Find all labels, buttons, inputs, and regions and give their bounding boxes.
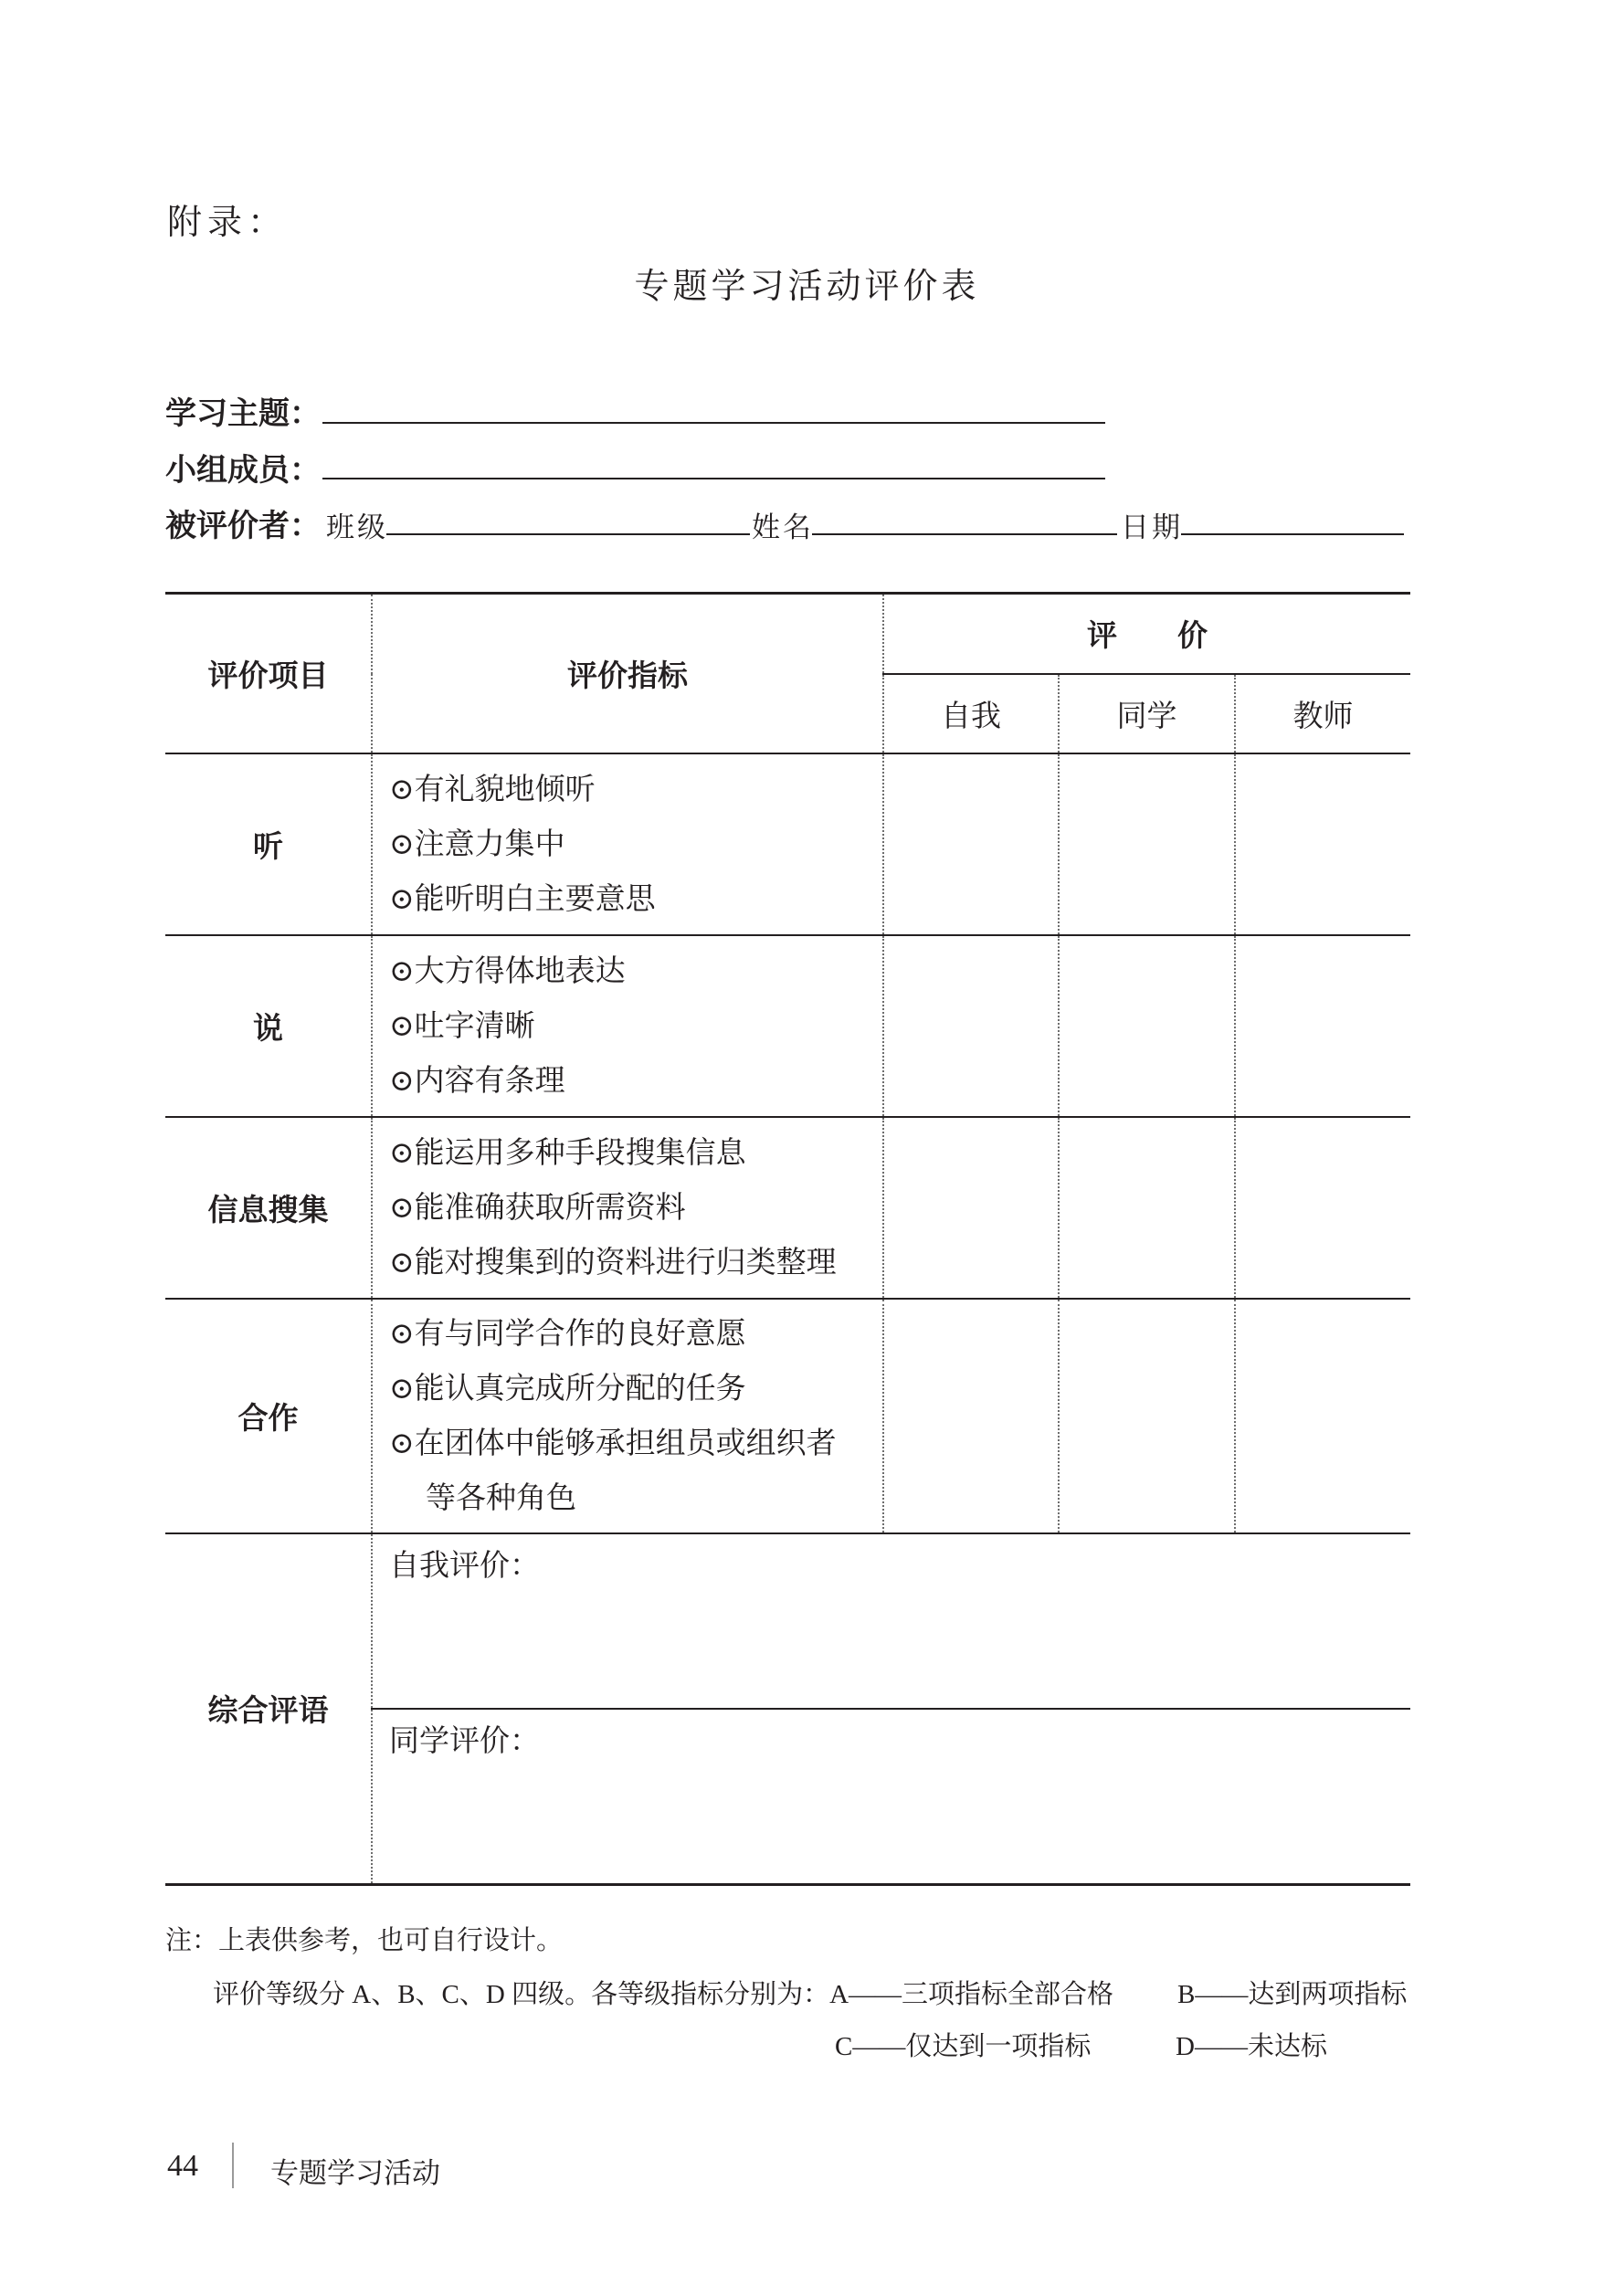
indicators-info-gathering (372, 1117, 883, 1299)
indicator-item: ⊙能运用多种手段搜集信息 (389, 1134, 746, 1170)
page-title: 专题学习活动评价表 (634, 266, 980, 306)
indicator-item: ⊙能准确获取所需资料 (389, 1189, 686, 1225)
name-field[interactable] (812, 533, 1117, 535)
score-peer-cell[interactable] (1059, 753, 1235, 935)
indicator-item: ⊙在团体中能够承担组员或组织者 (389, 1425, 837, 1460)
score-self-cell[interactable] (883, 1299, 1059, 1533)
self-comment-label: 自我评价： (389, 1546, 540, 1583)
note-grading-b: B——达到两项指标 (1177, 1980, 1408, 2009)
peer-comment-label: 同学评价： (389, 1722, 540, 1758)
note-grading-c: C——仅达到一项指标 (835, 2032, 1092, 2061)
evaluation-table (165, 592, 1410, 1886)
header-self: 自我 (883, 674, 1059, 753)
indicator-item: ⊙能对搜集到的资料进行归类整理 (389, 1244, 837, 1280)
category-listen: 听 (165, 753, 372, 935)
score-self-cell[interactable] (883, 935, 1059, 1117)
footer-section: 专题学习活动 (270, 2157, 440, 2190)
topic-field[interactable] (322, 422, 1105, 424)
table-row (165, 1117, 1410, 1299)
name-label: 姓名 (752, 511, 814, 544)
self-comment-area[interactable] (372, 1533, 1410, 1709)
indicator-item: ⊙吐字清晰 (389, 1007, 535, 1043)
header-evaluation: 评 价 (883, 594, 1410, 674)
table-row (165, 753, 1410, 935)
score-teacher-cell[interactable] (1235, 753, 1410, 935)
class-label: 班级 (326, 511, 388, 544)
score-peer-cell[interactable] (1059, 1117, 1235, 1299)
score-teacher-cell[interactable] (1235, 1299, 1410, 1533)
indicator-item: ⊙能认真完成所分配的任务 (389, 1370, 746, 1406)
note-line-1: 注：上表供参考，也可自行设计。 (165, 1926, 564, 1955)
category-summary: 综合评语 (165, 1533, 372, 1885)
evaluatee-label: 被评价者： (165, 508, 321, 544)
score-self-cell[interactable] (883, 753, 1059, 935)
category-cooperation: 合作 (165, 1299, 372, 1533)
header-indicator: 评价指标 (372, 594, 883, 753)
topic-label: 学习主题： (165, 395, 321, 432)
header-item: 评价项目 (165, 594, 372, 753)
page-number: 44 (167, 2149, 198, 2183)
indicator-item: ⊙注意力集中 (389, 826, 565, 861)
note-grading-a: 评价等级分 A、B、C、D 四级。各等级指标分别为：A——三项指标全部合格 (213, 1980, 1114, 2009)
indicator-item: ⊙大方得体地表达 (389, 953, 626, 988)
category-speak: 说 (165, 935, 372, 1117)
header-peer: 同学 (1059, 674, 1235, 753)
date-label: 日期 (1121, 511, 1183, 544)
indicators-listen (372, 753, 883, 935)
date-field[interactable] (1181, 533, 1404, 535)
indicator-item-continued: 等各种角色 (426, 1480, 576, 1515)
score-self-cell[interactable] (883, 1117, 1059, 1299)
class-field[interactable] (386, 533, 750, 535)
indicator-item: ⊙内容有条理 (389, 1062, 565, 1098)
peer-comment-area[interactable] (372, 1709, 1410, 1885)
score-teacher-cell[interactable] (1235, 1117, 1410, 1299)
indicator-item: ⊙有礼貌地倾听 (389, 771, 596, 806)
score-peer-cell[interactable] (1059, 1299, 1235, 1533)
score-teacher-cell[interactable] (1235, 935, 1410, 1117)
table-row (165, 935, 1410, 1117)
header-teacher: 教师 (1235, 674, 1410, 753)
members-label: 小组成员： (165, 452, 321, 489)
members-field[interactable] (322, 478, 1105, 479)
note-grading-d: D——未达标 (1176, 2032, 1327, 2061)
indicator-item: ⊙能听明白主要意思 (389, 880, 656, 916)
indicator-item: ⊙有与同学合作的良好意愿 (389, 1315, 746, 1351)
category-info-gathering: 信息搜集 (165, 1117, 372, 1299)
score-peer-cell[interactable] (1059, 935, 1235, 1117)
indicators-cooperation (372, 1299, 883, 1533)
footer-divider (232, 2143, 234, 2188)
indicators-speak (372, 935, 883, 1117)
table-row (165, 1299, 1410, 1533)
appendix-label: 附录： (167, 202, 289, 242)
